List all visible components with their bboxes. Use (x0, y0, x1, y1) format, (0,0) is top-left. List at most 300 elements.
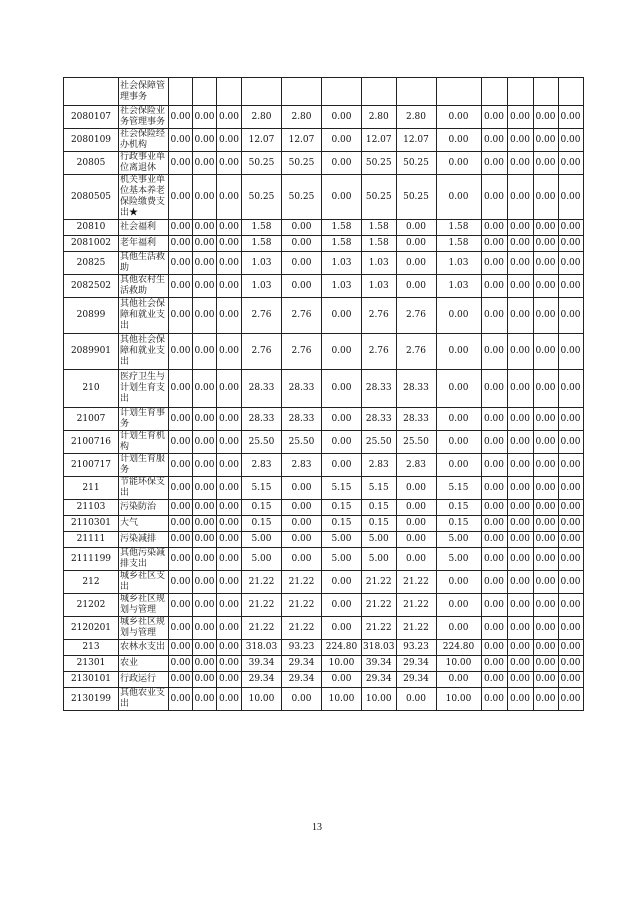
value-cell: 0.00 (322, 129, 362, 152)
item-name-cell: 计划生育事务 (119, 408, 169, 431)
code-cell: 21111 (64, 532, 119, 548)
value-cell: 0.00 (217, 298, 242, 334)
value-cell: 2.83 (396, 454, 436, 477)
value-cell: 0.00 (481, 431, 507, 454)
value-cell: 0.00 (481, 370, 507, 408)
value-cell: 25.50 (362, 431, 397, 454)
page-number: 13 (312, 822, 322, 833)
value-cell: 0.00 (533, 640, 558, 656)
value-cell: 0.00 (169, 152, 193, 175)
value-cell (481, 78, 507, 106)
value-cell: 0.00 (169, 571, 193, 594)
item-name-cell: 老年福利 (119, 236, 169, 252)
value-cell: 93.23 (396, 640, 436, 656)
value-cell: 2.83 (362, 454, 397, 477)
value-cell: 5.00 (362, 532, 397, 548)
value-cell: 0.00 (533, 656, 558, 672)
value-cell: 50.25 (282, 152, 322, 175)
item-name-cell: 计划生育机构 (119, 431, 169, 454)
value-cell: 0.00 (282, 236, 322, 252)
value-cell: 0.00 (533, 252, 558, 275)
value-cell: 0.00 (169, 548, 193, 571)
value-cell: 0.00 (217, 252, 242, 275)
value-cell: 12.07 (282, 129, 322, 152)
value-cell: 0.00 (217, 548, 242, 571)
value-cell: 0.15 (362, 516, 397, 532)
value-cell: 0.00 (436, 334, 481, 370)
value-cell: 0.00 (282, 500, 322, 516)
value-cell: 0.00 (481, 656, 507, 672)
value-cell: 0.00 (481, 175, 507, 220)
value-cell: 318.03 (242, 640, 282, 656)
value-cell: 0.00 (193, 129, 217, 152)
value-cell: 29.34 (282, 656, 322, 672)
value-cell: 1.03 (436, 252, 481, 275)
value-cell: 0.00 (481, 571, 507, 594)
value-cell: 0.00 (169, 640, 193, 656)
value-cell: 0.15 (242, 516, 282, 532)
item-name-cell: 其他农业支出 (119, 688, 169, 711)
value-cell: 0.00 (558, 688, 583, 711)
value-cell: 0.15 (322, 516, 362, 532)
value-cell: 0.00 (169, 431, 193, 454)
value-cell: 0.00 (169, 532, 193, 548)
table-body (64, 78, 584, 711)
value-cell: 50.25 (396, 175, 436, 220)
value-cell: 2.76 (282, 298, 322, 334)
table-row (64, 594, 584, 617)
value-cell: 0.00 (217, 106, 242, 129)
value-cell: 2.76 (242, 298, 282, 334)
item-name-cell: 农林水支出 (119, 640, 169, 656)
value-cell: 5.00 (322, 548, 362, 571)
value-cell: 5.15 (436, 477, 481, 500)
value-cell: 0.00 (558, 571, 583, 594)
code-cell: 21202 (64, 594, 119, 617)
code-cell: 20805 (64, 152, 119, 175)
value-cell: 0.00 (169, 408, 193, 431)
table-row (64, 516, 584, 532)
value-cell: 0.15 (322, 500, 362, 516)
value-cell: 5.00 (322, 532, 362, 548)
value-cell: 0.15 (242, 500, 282, 516)
value-cell: 0.00 (193, 477, 217, 500)
value-cell: 0.00 (533, 516, 558, 532)
code-cell: 212 (64, 571, 119, 594)
code-cell: 2100717 (64, 454, 119, 477)
value-cell: 25.50 (282, 431, 322, 454)
value-cell: 21.22 (362, 571, 397, 594)
value-cell: 0.00 (533, 477, 558, 500)
value-cell: 0.00 (217, 370, 242, 408)
value-cell: 28.33 (282, 408, 322, 431)
value-cell: 0.00 (481, 408, 507, 431)
value-cell: 0.00 (282, 275, 322, 298)
code-cell: 2080505 (64, 175, 119, 220)
value-cell: 0.00 (533, 454, 558, 477)
value-cell: 0.00 (507, 500, 533, 516)
value-cell: 0.00 (481, 688, 507, 711)
value-cell: 0.00 (436, 594, 481, 617)
item-name-cell: 社会福利 (119, 220, 169, 236)
value-cell: 0.00 (558, 431, 583, 454)
value-cell: 1.58 (242, 236, 282, 252)
value-cell: 0.00 (558, 334, 583, 370)
code-cell: 21007 (64, 408, 119, 431)
value-cell: 0.00 (217, 500, 242, 516)
value-cell: 0.00 (193, 370, 217, 408)
item-name-cell: 社会保障管理事务 (119, 78, 169, 106)
value-cell: 5.00 (436, 532, 481, 548)
value-cell: 0.00 (507, 252, 533, 275)
value-cell: 29.34 (242, 672, 282, 688)
value-cell: 29.34 (396, 672, 436, 688)
value-cell: 0.00 (507, 594, 533, 617)
value-cell: 0.00 (169, 370, 193, 408)
value-cell: 0.00 (193, 175, 217, 220)
value-cell: 0.00 (169, 688, 193, 711)
table-row (64, 477, 584, 500)
item-name-cell: 城乡社区规划与管理 (119, 594, 169, 617)
item-name-cell: 社会保险经办机构 (119, 129, 169, 152)
value-cell: 224.80 (322, 640, 362, 656)
value-cell: 2.83 (282, 454, 322, 477)
value-cell: 0.00 (193, 672, 217, 688)
value-cell: 21.22 (242, 594, 282, 617)
value-cell: 5.00 (242, 548, 282, 571)
value-cell: 21.22 (282, 571, 322, 594)
table-row (64, 656, 584, 672)
value-cell: 0.00 (507, 656, 533, 672)
value-cell: 0.00 (169, 334, 193, 370)
value-cell: 28.33 (362, 370, 397, 408)
value-cell: 0.15 (362, 500, 397, 516)
value-cell: 50.25 (362, 175, 397, 220)
value-cell: 2.76 (396, 334, 436, 370)
value-cell: 0.00 (169, 656, 193, 672)
value-cell: 0.00 (533, 431, 558, 454)
table-row (64, 175, 584, 220)
value-cell: 0.00 (193, 640, 217, 656)
value-cell: 1.58 (362, 220, 397, 236)
value-cell: 0.00 (217, 477, 242, 500)
value-cell: 0.00 (558, 175, 583, 220)
value-cell: 2.76 (282, 334, 322, 370)
value-cell: 0.00 (558, 106, 583, 129)
value-cell: 0.00 (282, 477, 322, 500)
code-cell: 2080107 (64, 106, 119, 129)
value-cell (242, 78, 282, 106)
value-cell: 0.00 (217, 236, 242, 252)
value-cell: 2.76 (396, 298, 436, 334)
value-cell: 28.33 (396, 408, 436, 431)
value-cell (282, 78, 322, 106)
value-cell: 0.00 (282, 688, 322, 711)
value-cell: 0.00 (193, 571, 217, 594)
value-cell: 0.00 (533, 532, 558, 548)
value-cell: 0.00 (533, 275, 558, 298)
value-cell: 1.03 (242, 275, 282, 298)
value-cell: 0.00 (507, 516, 533, 532)
value-cell: 0.00 (481, 548, 507, 571)
value-cell: 0.00 (533, 548, 558, 571)
value-cell: 12.07 (396, 129, 436, 152)
value-cell: 0.00 (558, 617, 583, 640)
value-cell: 0.00 (396, 532, 436, 548)
value-cell: 0.00 (396, 516, 436, 532)
value-cell: 0.00 (558, 236, 583, 252)
value-cell: 0.00 (169, 477, 193, 500)
value-cell: 0.00 (481, 152, 507, 175)
value-cell: 2.80 (282, 106, 322, 129)
value-cell: 5.00 (436, 548, 481, 571)
code-cell: 2111199 (64, 548, 119, 571)
value-cell: 0.00 (193, 408, 217, 431)
value-cell: 0.00 (507, 220, 533, 236)
value-cell: 0.00 (507, 275, 533, 298)
value-cell: 0.00 (193, 500, 217, 516)
value-cell: 1.58 (322, 236, 362, 252)
value-cell: 0.00 (481, 640, 507, 656)
value-cell: 0.00 (322, 370, 362, 408)
value-cell: 0.00 (507, 571, 533, 594)
table-row (64, 571, 584, 594)
value-cell: 0.00 (533, 175, 558, 220)
value-cell: 50.25 (362, 152, 397, 175)
table-row (64, 672, 584, 688)
table-row (64, 220, 584, 236)
value-cell: 0.00 (533, 298, 558, 334)
code-cell: 20810 (64, 220, 119, 236)
item-name-cell: 医疗卫生与计划生育支出 (119, 370, 169, 408)
value-cell: 0.00 (507, 640, 533, 656)
value-cell: 0.00 (481, 477, 507, 500)
value-cell: 0.00 (558, 298, 583, 334)
value-cell: 0.00 (507, 106, 533, 129)
value-cell: 0.00 (558, 275, 583, 298)
value-cell: 10.00 (436, 688, 481, 711)
value-cell: 0.00 (533, 688, 558, 711)
value-cell: 25.50 (242, 431, 282, 454)
value-cell: 0.00 (322, 334, 362, 370)
value-cell: 0.00 (436, 454, 481, 477)
value-cell: 1.58 (436, 236, 481, 252)
value-cell: 0.00 (193, 594, 217, 617)
value-cell: 0.00 (507, 532, 533, 548)
value-cell: 1.03 (362, 275, 397, 298)
value-cell: 5.15 (242, 477, 282, 500)
code-cell: 20825 (64, 252, 119, 275)
value-cell: 0.00 (282, 532, 322, 548)
value-cell: 0.00 (558, 532, 583, 548)
value-cell: 0.00 (322, 152, 362, 175)
value-cell: 0.00 (481, 334, 507, 370)
value-cell: 0.00 (436, 617, 481, 640)
value-cell: 0.00 (481, 298, 507, 334)
value-cell: 0.00 (436, 571, 481, 594)
value-cell: 0.00 (396, 252, 436, 275)
value-cell: 0.00 (436, 106, 481, 129)
value-cell: 0.00 (193, 656, 217, 672)
value-cell: 0.00 (396, 500, 436, 516)
code-cell: 2080109 (64, 129, 119, 152)
value-cell: 5.15 (322, 477, 362, 500)
item-name-cell: 行政运行 (119, 672, 169, 688)
code-cell: 2100716 (64, 431, 119, 454)
value-cell: 0.00 (558, 594, 583, 617)
value-cell: 0.00 (507, 129, 533, 152)
code-cell: 2110301 (64, 516, 119, 532)
value-cell: 28.33 (242, 370, 282, 408)
value-cell: 0.00 (217, 275, 242, 298)
value-cell: 0.00 (193, 298, 217, 334)
value-cell: 28.33 (396, 370, 436, 408)
value-cell: 1.03 (362, 252, 397, 275)
value-cell: 0.00 (481, 672, 507, 688)
value-cell: 0.00 (193, 334, 217, 370)
value-cell: 0.00 (396, 477, 436, 500)
value-cell: 0.00 (396, 688, 436, 711)
value-cell: 0.00 (282, 252, 322, 275)
value-cell: 0.00 (558, 656, 583, 672)
value-cell: 0.00 (169, 672, 193, 688)
value-cell: 25.50 (396, 431, 436, 454)
value-cell: 1.03 (242, 252, 282, 275)
value-cell: 0.00 (558, 672, 583, 688)
value-cell: 0.00 (436, 175, 481, 220)
value-cell: 21.22 (242, 571, 282, 594)
value-cell: 0.00 (558, 640, 583, 656)
value-cell: 0.00 (322, 298, 362, 334)
value-cell: 0.00 (533, 500, 558, 516)
value-cell: 0.00 (558, 220, 583, 236)
value-cell: 0.00 (507, 370, 533, 408)
value-cell: 10.00 (322, 688, 362, 711)
value-cell: 0.00 (282, 220, 322, 236)
value-cell: 0.00 (533, 220, 558, 236)
value-cell: 10.00 (436, 656, 481, 672)
value-cell: 0.00 (558, 454, 583, 477)
value-cell: 0.00 (396, 548, 436, 571)
table-row (64, 298, 584, 334)
value-cell: 29.34 (362, 672, 397, 688)
value-cell: 0.00 (436, 672, 481, 688)
value-cell: 0.00 (533, 334, 558, 370)
value-cell (507, 78, 533, 106)
value-cell: 0.00 (193, 152, 217, 175)
value-cell: 0.00 (217, 617, 242, 640)
table-row (64, 106, 584, 129)
value-cell: 5.00 (362, 548, 397, 571)
value-cell: 50.25 (242, 175, 282, 220)
value-cell: 0.00 (217, 688, 242, 711)
value-cell: 0.00 (217, 594, 242, 617)
value-cell: 0.00 (193, 106, 217, 129)
value-cell: 0.00 (193, 252, 217, 275)
value-cell: 0.00 (217, 656, 242, 672)
table-row (64, 78, 584, 106)
value-cell: 0.00 (507, 454, 533, 477)
table-row (64, 236, 584, 252)
value-cell: 0.00 (507, 672, 533, 688)
value-cell: 0.00 (396, 275, 436, 298)
value-cell: 0.00 (169, 617, 193, 640)
value-cell: 0.00 (533, 370, 558, 408)
code-cell: 211 (64, 477, 119, 500)
value-cell: 28.33 (362, 408, 397, 431)
value-cell: 2.83 (242, 454, 282, 477)
table-row (64, 640, 584, 656)
value-cell: 0.00 (169, 500, 193, 516)
value-cell: 0.00 (507, 334, 533, 370)
value-cell: 21.22 (396, 571, 436, 594)
item-name-cell: 城乡社区支出 (119, 571, 169, 594)
item-name-cell: 农业 (119, 656, 169, 672)
value-cell: 0.00 (169, 252, 193, 275)
value-cell: 0.00 (169, 594, 193, 617)
value-cell: 0.00 (217, 129, 242, 152)
value-cell: 93.23 (282, 640, 322, 656)
value-cell: 0.00 (533, 571, 558, 594)
table-row (64, 500, 584, 516)
item-name-cell: 节能环保支出 (119, 477, 169, 500)
item-name-cell: 大气 (119, 516, 169, 532)
value-cell: 0.00 (169, 106, 193, 129)
value-cell (169, 78, 193, 106)
item-name-cell: 社会保险业务管理事务 (119, 106, 169, 129)
value-cell: 0.00 (481, 106, 507, 129)
table-row (64, 129, 584, 152)
value-cell (362, 78, 397, 106)
value-cell: 0.00 (558, 252, 583, 275)
value-cell: 39.34 (242, 656, 282, 672)
value-cell: 0.00 (282, 548, 322, 571)
value-cell: 0.00 (533, 129, 558, 152)
value-cell: 0.00 (169, 220, 193, 236)
item-name-cell: 其他社会保障和就业支出 (119, 334, 169, 370)
value-cell: 0.00 (533, 617, 558, 640)
value-cell: 0.00 (322, 672, 362, 688)
table-row (64, 431, 584, 454)
value-cell: 0.00 (481, 516, 507, 532)
value-cell: 5.00 (242, 532, 282, 548)
value-cell: 0.00 (217, 640, 242, 656)
item-name-cell: 计划生育服务 (119, 454, 169, 477)
value-cell: 0.00 (507, 477, 533, 500)
value-cell: 50.25 (396, 152, 436, 175)
value-cell: 0.00 (193, 431, 217, 454)
value-cell: 10.00 (322, 656, 362, 672)
table-row (64, 152, 584, 175)
value-cell: 1.03 (436, 275, 481, 298)
value-cell: 0.00 (481, 617, 507, 640)
value-cell: 10.00 (242, 688, 282, 711)
value-cell: 2.76 (242, 334, 282, 370)
value-cell: 0.00 (217, 431, 242, 454)
value-cell: 0.00 (193, 236, 217, 252)
code-cell: 20899 (64, 298, 119, 334)
value-cell: 28.33 (282, 370, 322, 408)
value-cell: 0.00 (396, 220, 436, 236)
value-cell: 0.00 (507, 408, 533, 431)
value-cell: 5.15 (362, 477, 397, 500)
item-name-cell: 行政事业单位离退休 (119, 152, 169, 175)
value-cell (533, 78, 558, 106)
table-row (64, 548, 584, 571)
code-cell: 21103 (64, 500, 119, 516)
code-cell: 213 (64, 640, 119, 656)
code-cell: 2120201 (64, 617, 119, 640)
